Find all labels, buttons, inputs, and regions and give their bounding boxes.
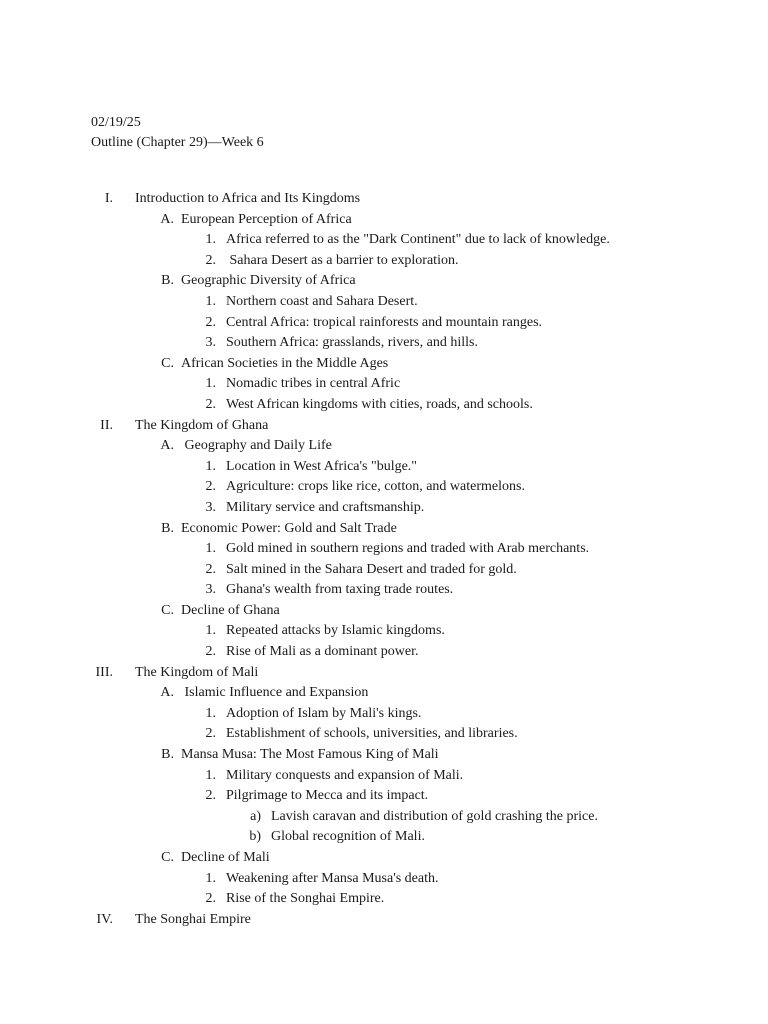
outline-item-level-3 xyxy=(0,786,768,807)
outline-list xyxy=(0,189,768,930)
outline-marker: 2. xyxy=(205,726,216,742)
outline-item-level-2 xyxy=(0,848,768,869)
outline-item-level-2 xyxy=(0,436,768,457)
outline-marker: IV. xyxy=(96,911,113,927)
outline-marker: 2. xyxy=(205,479,216,495)
outline-text: Economic Power: Gold and Salt Trade xyxy=(181,520,397,536)
outline-marker: A. xyxy=(160,685,174,701)
outline-item-level-1 xyxy=(0,416,768,437)
outline-item-level-2 xyxy=(0,271,768,292)
outline-marker: C. xyxy=(161,355,174,371)
outline-item-level-3 xyxy=(0,869,768,890)
outline-item-level-2 xyxy=(0,519,768,540)
outline-text: Mansa Musa: The Most Famous King of Mali xyxy=(181,747,439,763)
outline-text: Weakening after Mansa Musa's death. xyxy=(226,870,439,886)
outline-marker: 1. xyxy=(205,623,216,639)
outline-item-level-3 xyxy=(0,333,768,354)
outline-item-level-2 xyxy=(0,354,768,375)
outline-marker: I. xyxy=(104,191,113,206)
outline-item-level-3 xyxy=(0,642,768,663)
outline-text: Introduction to Africa and Its Kingdoms xyxy=(135,191,361,206)
outline-text: Ghana's wealth from taxing trade routes. xyxy=(226,582,454,598)
outline-item-level-3 xyxy=(0,580,768,601)
outline-marker: A. xyxy=(160,438,174,454)
outline-marker: 2. xyxy=(205,788,216,804)
outline-item-level-3 xyxy=(0,292,768,313)
outline-text: The Kingdom of Ghana xyxy=(135,417,269,433)
outline-text: African Societies in the Middle Ages xyxy=(181,355,389,371)
outline-item-level-3 xyxy=(0,395,768,416)
outline-marker: 3. xyxy=(205,582,216,598)
outline-text: Decline of Mali xyxy=(181,850,270,865)
outline-marker: 2. xyxy=(205,396,216,412)
outline-text: Military conquests and expansion of Mali. xyxy=(226,767,464,783)
outline-item-level-3 xyxy=(0,766,768,787)
outline-marker: 1. xyxy=(205,293,216,309)
outline-marker: B. xyxy=(161,520,174,536)
outline-marker: 2. xyxy=(205,891,216,907)
outline-text: Geographic Diversity of Africa xyxy=(181,273,356,289)
outline-item-level-3 xyxy=(0,724,768,745)
outline-item-level-1 xyxy=(0,663,768,684)
outline-text: Nomadic tribes in central Afric xyxy=(226,376,401,392)
outline-text: Gold mined in southern regions and traded with Arab merchants. xyxy=(226,541,590,557)
outline-text: Repeated attacks by Islamic kingdoms. xyxy=(226,623,445,639)
outline-item-level-3 xyxy=(0,539,768,560)
outline-marker: III. xyxy=(95,664,113,680)
outline-marker: 1. xyxy=(205,541,216,557)
outline-item-level-3 xyxy=(0,230,768,251)
outline-marker: A. xyxy=(160,211,174,227)
outline-text: West African kingdoms with cities, roads, and schools. xyxy=(226,396,533,412)
outline-text: Pilgrimage to Mecca and its impact. xyxy=(226,788,429,804)
outline-text: European Perception of Africa xyxy=(181,211,352,227)
outline-item-level-4 xyxy=(0,807,768,828)
outline-text: Military service and craftsmanship. xyxy=(226,499,425,515)
outline-text: The Songhai Empire xyxy=(135,911,251,927)
outline-item-level-3 xyxy=(0,251,768,272)
outline-marker: C. xyxy=(161,602,174,618)
outline-marker: 1. xyxy=(205,232,216,248)
outline-item-level-3 xyxy=(0,498,768,519)
outline-text: Location in West Africa's "bulge." xyxy=(226,458,418,474)
outline-item-level-3 xyxy=(0,457,768,478)
outline-item-level-4 xyxy=(0,827,768,848)
outline-text: Africa referred to as the "Dark Continent" due to lack of knowledge. xyxy=(226,232,610,248)
outline-item-level-3 xyxy=(0,560,768,581)
outline-text: Geography and Daily Life xyxy=(181,438,332,454)
outline-marker: 2. xyxy=(205,644,216,660)
outline-marker: B. xyxy=(161,747,174,763)
outline-marker: 2. xyxy=(205,314,216,330)
outline-item-level-3 xyxy=(0,704,768,725)
outline-text: Global recognition of Mali. xyxy=(271,829,425,845)
outline-item-level-2 xyxy=(0,745,768,766)
outline-marker: 2. xyxy=(205,252,216,268)
outline-text: Islamic Influence and Expansion xyxy=(181,685,369,701)
outline-item-level-1 xyxy=(0,189,768,210)
outline-marker: 1. xyxy=(205,458,216,474)
outline-item-level-3 xyxy=(0,374,768,395)
outline-marker: 1. xyxy=(205,870,216,886)
outline-item-level-2 xyxy=(0,683,768,704)
outline-text: Northern coast and Sahara Desert. xyxy=(226,293,418,309)
outline-item-level-2 xyxy=(0,601,768,622)
outline-marker: 1. xyxy=(205,767,216,783)
outline-item-level-2 xyxy=(0,210,768,231)
outline-text: Rise of Mali as a dominant power. xyxy=(226,644,419,660)
outline-text: Central Africa: tropical rainforests and mountain ranges. xyxy=(226,314,543,330)
outline-marker: C. xyxy=(161,850,174,865)
outline-text: Decline of Ghana xyxy=(181,602,280,618)
outline-marker: B. xyxy=(161,273,174,289)
outline-text: Sahara Desert as a barrier to exploration. xyxy=(226,252,459,268)
outline-marker: 3. xyxy=(205,335,216,351)
outline-item-level-3 xyxy=(0,313,768,334)
outline-text: Salt mined in the Sahara Desert and traded for gold. xyxy=(226,561,517,577)
outline-text: Establishment of schools, universities, and libraries. xyxy=(226,726,518,742)
outline-text: Rise of the Songhai Empire. xyxy=(226,891,385,907)
outline-text: The Kingdom of Mali xyxy=(135,664,259,680)
outline-text: Adoption of Islam by Mali's kings. xyxy=(226,705,422,721)
outline-marker: b) xyxy=(249,829,261,845)
outline-marker: a) xyxy=(250,808,261,824)
outline-marker: 1. xyxy=(205,705,216,721)
document-title: Outline (Chapter 29)—Week 6 xyxy=(91,135,264,150)
document-date: 02/19/25 xyxy=(91,115,141,130)
outline-marker: 1. xyxy=(205,376,216,392)
outline-text: Agriculture: crops like rice, cotton, and watermelons. xyxy=(226,479,525,495)
outline-item-level-3 xyxy=(0,477,768,498)
outline-item-level-3 xyxy=(0,889,768,910)
outline-item-level-1 xyxy=(0,910,768,931)
outline-marker: 3. xyxy=(205,499,216,515)
outline-text: Southern Africa: grasslands, rivers, and hills. xyxy=(226,335,478,351)
outline-marker: 2. xyxy=(205,561,216,577)
outline-item-level-3 xyxy=(0,621,768,642)
outline-marker: II. xyxy=(100,417,113,433)
outline-text: Lavish caravan and distribution of gold crashing the price. xyxy=(271,808,598,824)
